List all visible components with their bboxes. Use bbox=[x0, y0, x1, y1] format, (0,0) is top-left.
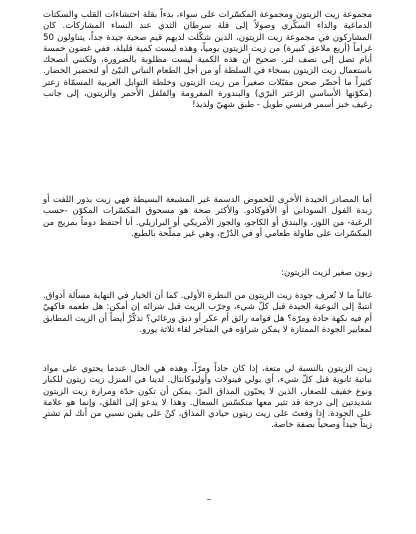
paragraph-taste-notes: زيت الزيتون بالنسبة لي متعة، إذا كان حاداً ومرّاً، وهذه هي الحال عندما يحتوي على مواد نباتية ثانوية قبل كلّ شيء، أي بولي فينولات وأوليوكانثال. لدينا في المنزل زيت زيتون للكبار ونوع خفيف للصغار، الذين لا يحبّون المذاق المرّ. يمكن أن تكون حدّة ومرارة زيت الزيتون شديدتين إلى درجة قد تثير معها متكسّس السعال. وهذا لا يدعو إلى القلق، وإنما هو علامة على الجودة. إذا وقعتَ على زيت زيتون حيادي المذاق، كنْ على يقين نسبي من أنك لم تشترِ زيتاً جيداً وصحياً بصفة خاصة. bbox=[43, 364, 372, 431]
section-heading-olive-oil-guide: زبون صغير لزيت الزيتون: bbox=[281, 268, 372, 278]
paragraph-quality-guide: غالباً ما لا تُعرف جودة زيت الزيتون من النظرة الأولى. كما أن الخيار في النهاية مسألة أذواق. انتبهْ إلى النوعية الجيدة قبل كلّ شيء، وجرّب الزيت قبل شرائه إن أمكن: هل طعمه فاكهيّ أم فيه نكهة حادة ومرّة؟ هل قوامه رائق أم عكر أو دبق ورغائي؟ تذكّرْ أيضاً أن الزيت المطابق لمعايير الجودة الممتازة لا يمكن شراؤه في المتاجر لقاء ثلاثة يورو. bbox=[43, 291, 372, 335]
footer-mark bbox=[207, 499, 211, 500]
paragraph-olive-oil-study: مجموعة زيت الزيتون ومجموعة المكسّرات على سواء، بدءاً بقلة احتشاءات القلب والسكتات الدماغية والداء السكّري وصولاً إلى قلة سرطان الثدي عند النساء المشاركات. كان المشاركون في مجموعة زيت الزيتون، الذين شكّلت لديهم قيم صحية جيدة جداً، يتناولون 50 غراماً (أربع ملاعق كبيرة) من زيت الزيتون يومياً، وهذه ليست كمية قليلة، ففي غضون خمسة أيام تصل إلى نصف لتر. صحيح أن هذه الكمية ليست مطلوبة بالضرورة، ولكنني أنصحك باستعمال زيت الزيتون بسخاء في السلطة أو من أجل الطعام النباتي النيّئ أو لتحضير الخضار. كثيراً ما أحضّر صحن مقبّلات صغيراً من زيت الزيتون وخلطة التوابل العربية المسمّاة زعتر (مكوّنها الأساسي الزعتر البرّي) والبندورة المفرومة والفلفل الأحمر والزيتون، إلى جانب رغيف خبز أسمر فرنسي طويل - طبق شهيّ ولذيذ! bbox=[43, 10, 372, 111]
paragraph-other-fat-sources: أما المصادر الجيدة الأخرى للحموض الدسمة غير المشبعة البسيطة فهي زيت بذور اللفت أو زبدة الفول السوداني أو الأفوكادو. والأكثر صحة هو مسحوق المكسّرات المكوّن -حسب الرغبة- من اللوز، والبندق أو الكاجو، والجوز الأمريكي أو البرازيلي. أنا أحتفظ دوماً بمزيج من المكسّرات على طاولة طعامي أو في الدُرْج، وهي غير مملّحة بالطبع. bbox=[43, 195, 372, 239]
